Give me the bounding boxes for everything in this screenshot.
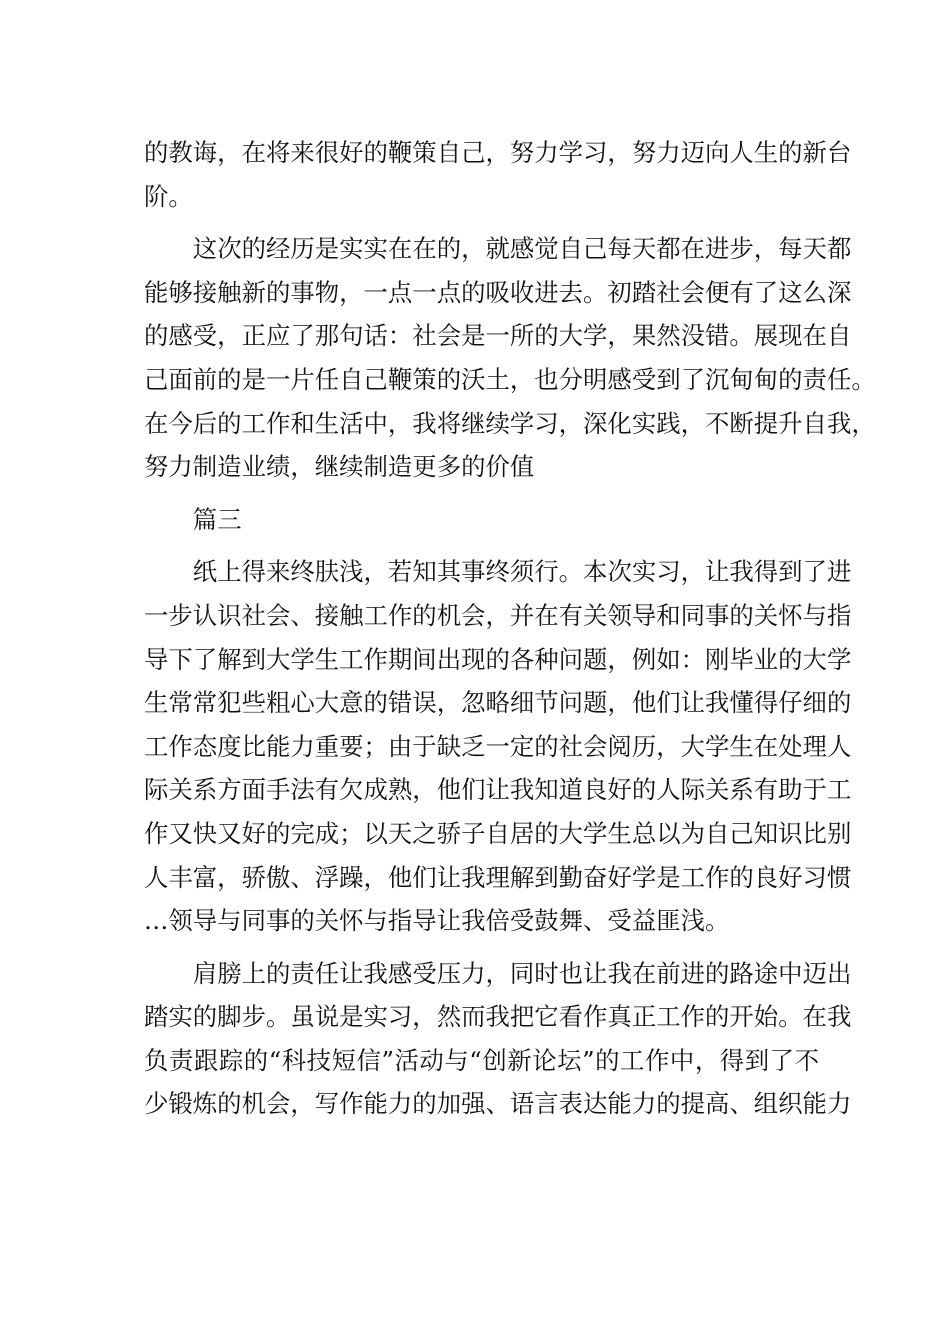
text-line: 负责跟踪的“科技短信”活动与“创新论坛”的工作中，得到了不 (144, 1045, 819, 1075)
text-line: 肩膀上的责任让我感受压力，同时也让我在前进的路途中迈出 (192, 958, 852, 988)
text-line: 生常常犯些粗心大意的错误，忽略细节问题，他们让我懂得仔细的 (144, 688, 852, 718)
text-line: 少锻炼的机会，写作能力的加强、语言表达能力的提高、组织能力 (144, 1089, 852, 1119)
paragraph-3 (144, 550, 852, 942)
text-line: 一步认识社会、接触工作的机会，并在有关领导和同事的关怀与指 (144, 600, 852, 630)
text-line: 努力制造业绩，继续制造更多的价值 (144, 452, 535, 482)
text-line: 作又快又好的完成；以天之骄子自居的大学生总以为自己知识比别 (144, 818, 852, 848)
text-line: …领导与同事的关怀与指导让我倍受鼓舞、受益匪浅。 (144, 906, 730, 936)
text-line: 这次的经历是实实在在的，就感觉自己每天都在进步，每天都 (192, 234, 852, 264)
paragraph-1 (144, 131, 852, 218)
document-body (144, 131, 876, 1135)
paragraph-2 (144, 227, 876, 489)
text-line: 阶。 (144, 181, 193, 211)
text-line: 在今后的工作和生活中，我将继续学习，深化实践，不断提升自我， (144, 408, 876, 438)
text-line: 工作态度比能力重要；由于缺乏一定的社会阅历，大学生在处理人 (144, 731, 852, 761)
text-line: 人丰富，骄傲、浮躁，他们让我理解到勤奋好学是工作的良好习惯 (144, 862, 852, 892)
section-heading: 篇三 (192, 504, 242, 534)
text-line: 的感受，正应了那句话：社会是一所的大学，果然没错。展现在自 (144, 321, 852, 351)
text-line: 己面前的是一片任自己鞭策的沃土，也分明感受到了沉甸甸的责任。 (144, 364, 876, 394)
text-line: 能够接触新的事物，一点一点的吸收进去。初踏社会便有了这么深 (144, 277, 852, 307)
text-line: 的教诲，在将来很好的鞭策自己，努力学习，努力迈向人生的新台 (144, 138, 852, 167)
paragraph-4 (144, 952, 852, 1126)
text-line: 际关系方面手法有欠成熟，他们让我知道良好的人际关系有助于工 (144, 775, 852, 805)
text-line: 纸上得来终肤浅，若知其事终须行。本次实习，让我得到了进 (192, 557, 852, 587)
text-line: 导下了解到大学生工作期间出现的各种问题，例如：刚毕业的大学 (144, 644, 852, 674)
text-line: 踏实的脚步。虽说是实习，然而我把它看作真正工作的开始。在我 (144, 1002, 852, 1032)
